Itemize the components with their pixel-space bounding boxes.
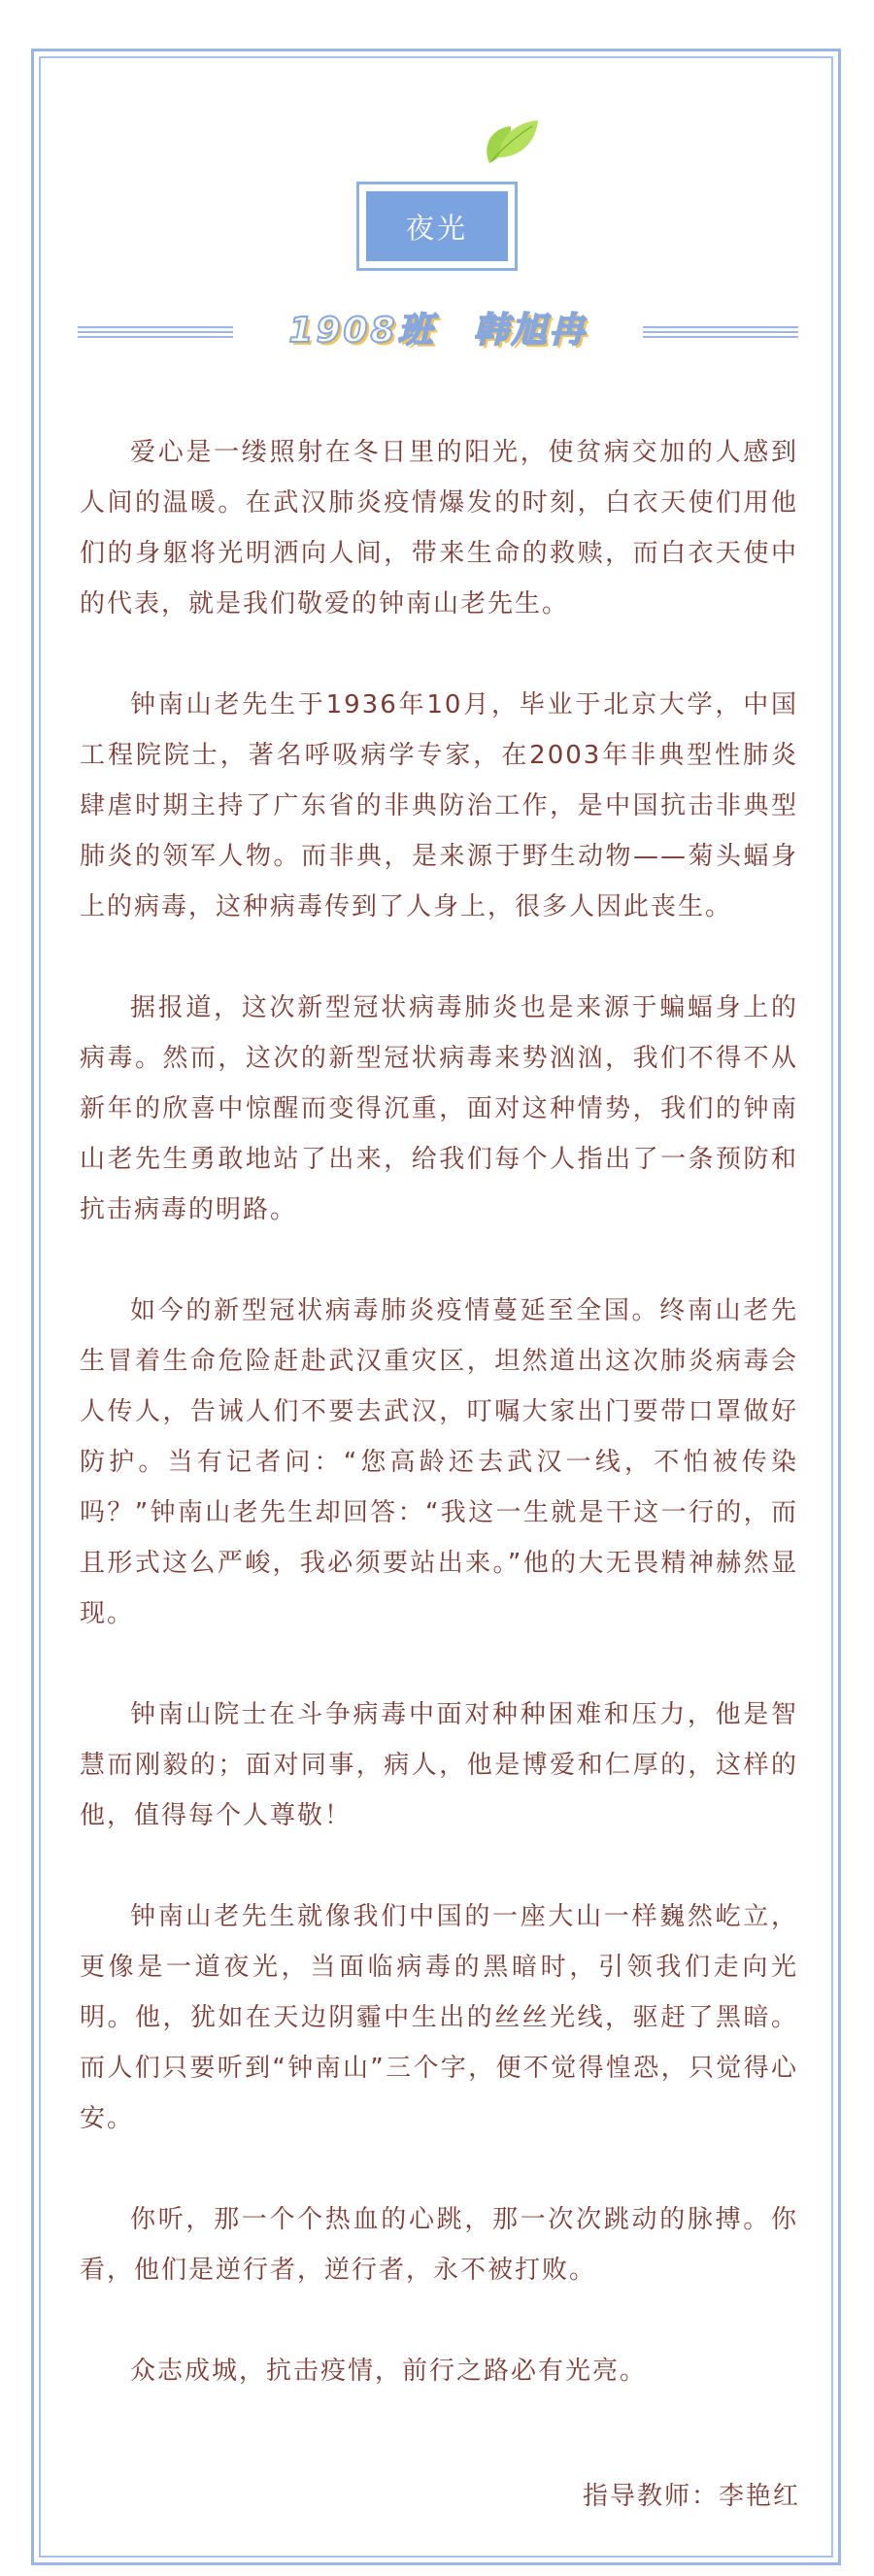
author-byline: 1908班 韩旭冉: [288, 311, 588, 351]
left-rule: [78, 326, 233, 338]
paragraph: 钟南山院士在斗争病毒中面对种种困难和压力，他是智慧而刚毅的；面对同事，病人，他是博爱和仁厚的，这样的他，值得每个人尊敬！: [80, 1700, 798, 1830]
byline-row: [78, 309, 798, 357]
paragraph: 钟南山老先生就像我们中国的一座大山一样巍然屹立，更像是一道夜光，当面临病毒的黑暗时，引领我们走向光明。他，犹如在天边阴霾中生出的丝丝光线，驱赶了黑暗。而人们只要听到“钟南山”三个字，便不觉得惶恐，只觉得心安。: [80, 1902, 798, 2133]
teacher-credit: 指导教师：李艳红: [582, 2482, 800, 2511]
right-rule: [643, 326, 798, 338]
paragraph: 你听，那一个个热血的心跳，那一次次跳动的脉搏。你看，他们是逆行者，逆行者，永不被打败。: [80, 2205, 798, 2285]
paragraph: 众志成城，抗击疫情，前行之路必有光亮。: [130, 2357, 648, 2386]
article-body: [80, 427, 798, 2447]
title-box: [356, 182, 518, 271]
paragraph: 如今的新型冠状病毒肺炎疫情蔓延至全国。终南山老先生冒着生命危险赶赴武汉重灾区，坦然道出这次肺炎病毒会人传人，告诫人们不要去武汉，叮嘱大家出门要带口罩做好防护。当有记者问：“您高龄还去武汉一线，不怕被传染吗？”钟南山老先生却回答：“我这一生就是干这一行的，而且形式这么严峻，我必须要站出来。”他的大无畏精神赫然显现。: [80, 1296, 798, 1628]
paragraph: 据报道，这次新型冠状病毒肺炎也是来源于蝙蝠身上的病毒。然而，这次的新型冠状病毒来势汹汹，我们不得不从新年的欣喜中惊醒而变得沉重，面对这种情势，我们的钟南山老先生勇敢地站了出来，给我们每个人指出了一条预防和抗击病毒的明路。: [80, 993, 798, 1224]
paragraph: 钟南山老先生于1936年10月，毕业于北京大学，中国工程院院士，著名呼吸病学专家，在2003年非典型性肺炎肆虐时期主持了广东省的非典防治工作，是中国抗击非典型肺炎的领军人物。而非典，是来源于野生动物——菊头蝠身上的病毒，这种病毒传到了人身上，很多人因此丧生。: [80, 690, 798, 921]
paragraph: 爱心是一缕照射在冬日里的阳光，使贫病交加的人感到人间的温暖。在武汉肺炎疫情爆发的时刻，白衣天使们用他们的身躯将光明洒向人间，带来生命的救赎，而白衣天使中的代表，就是我们敬爱的钟南山老先生。: [80, 438, 798, 619]
leaf-icon: [478, 113, 546, 171]
page-title: 夜光: [366, 191, 508, 261]
